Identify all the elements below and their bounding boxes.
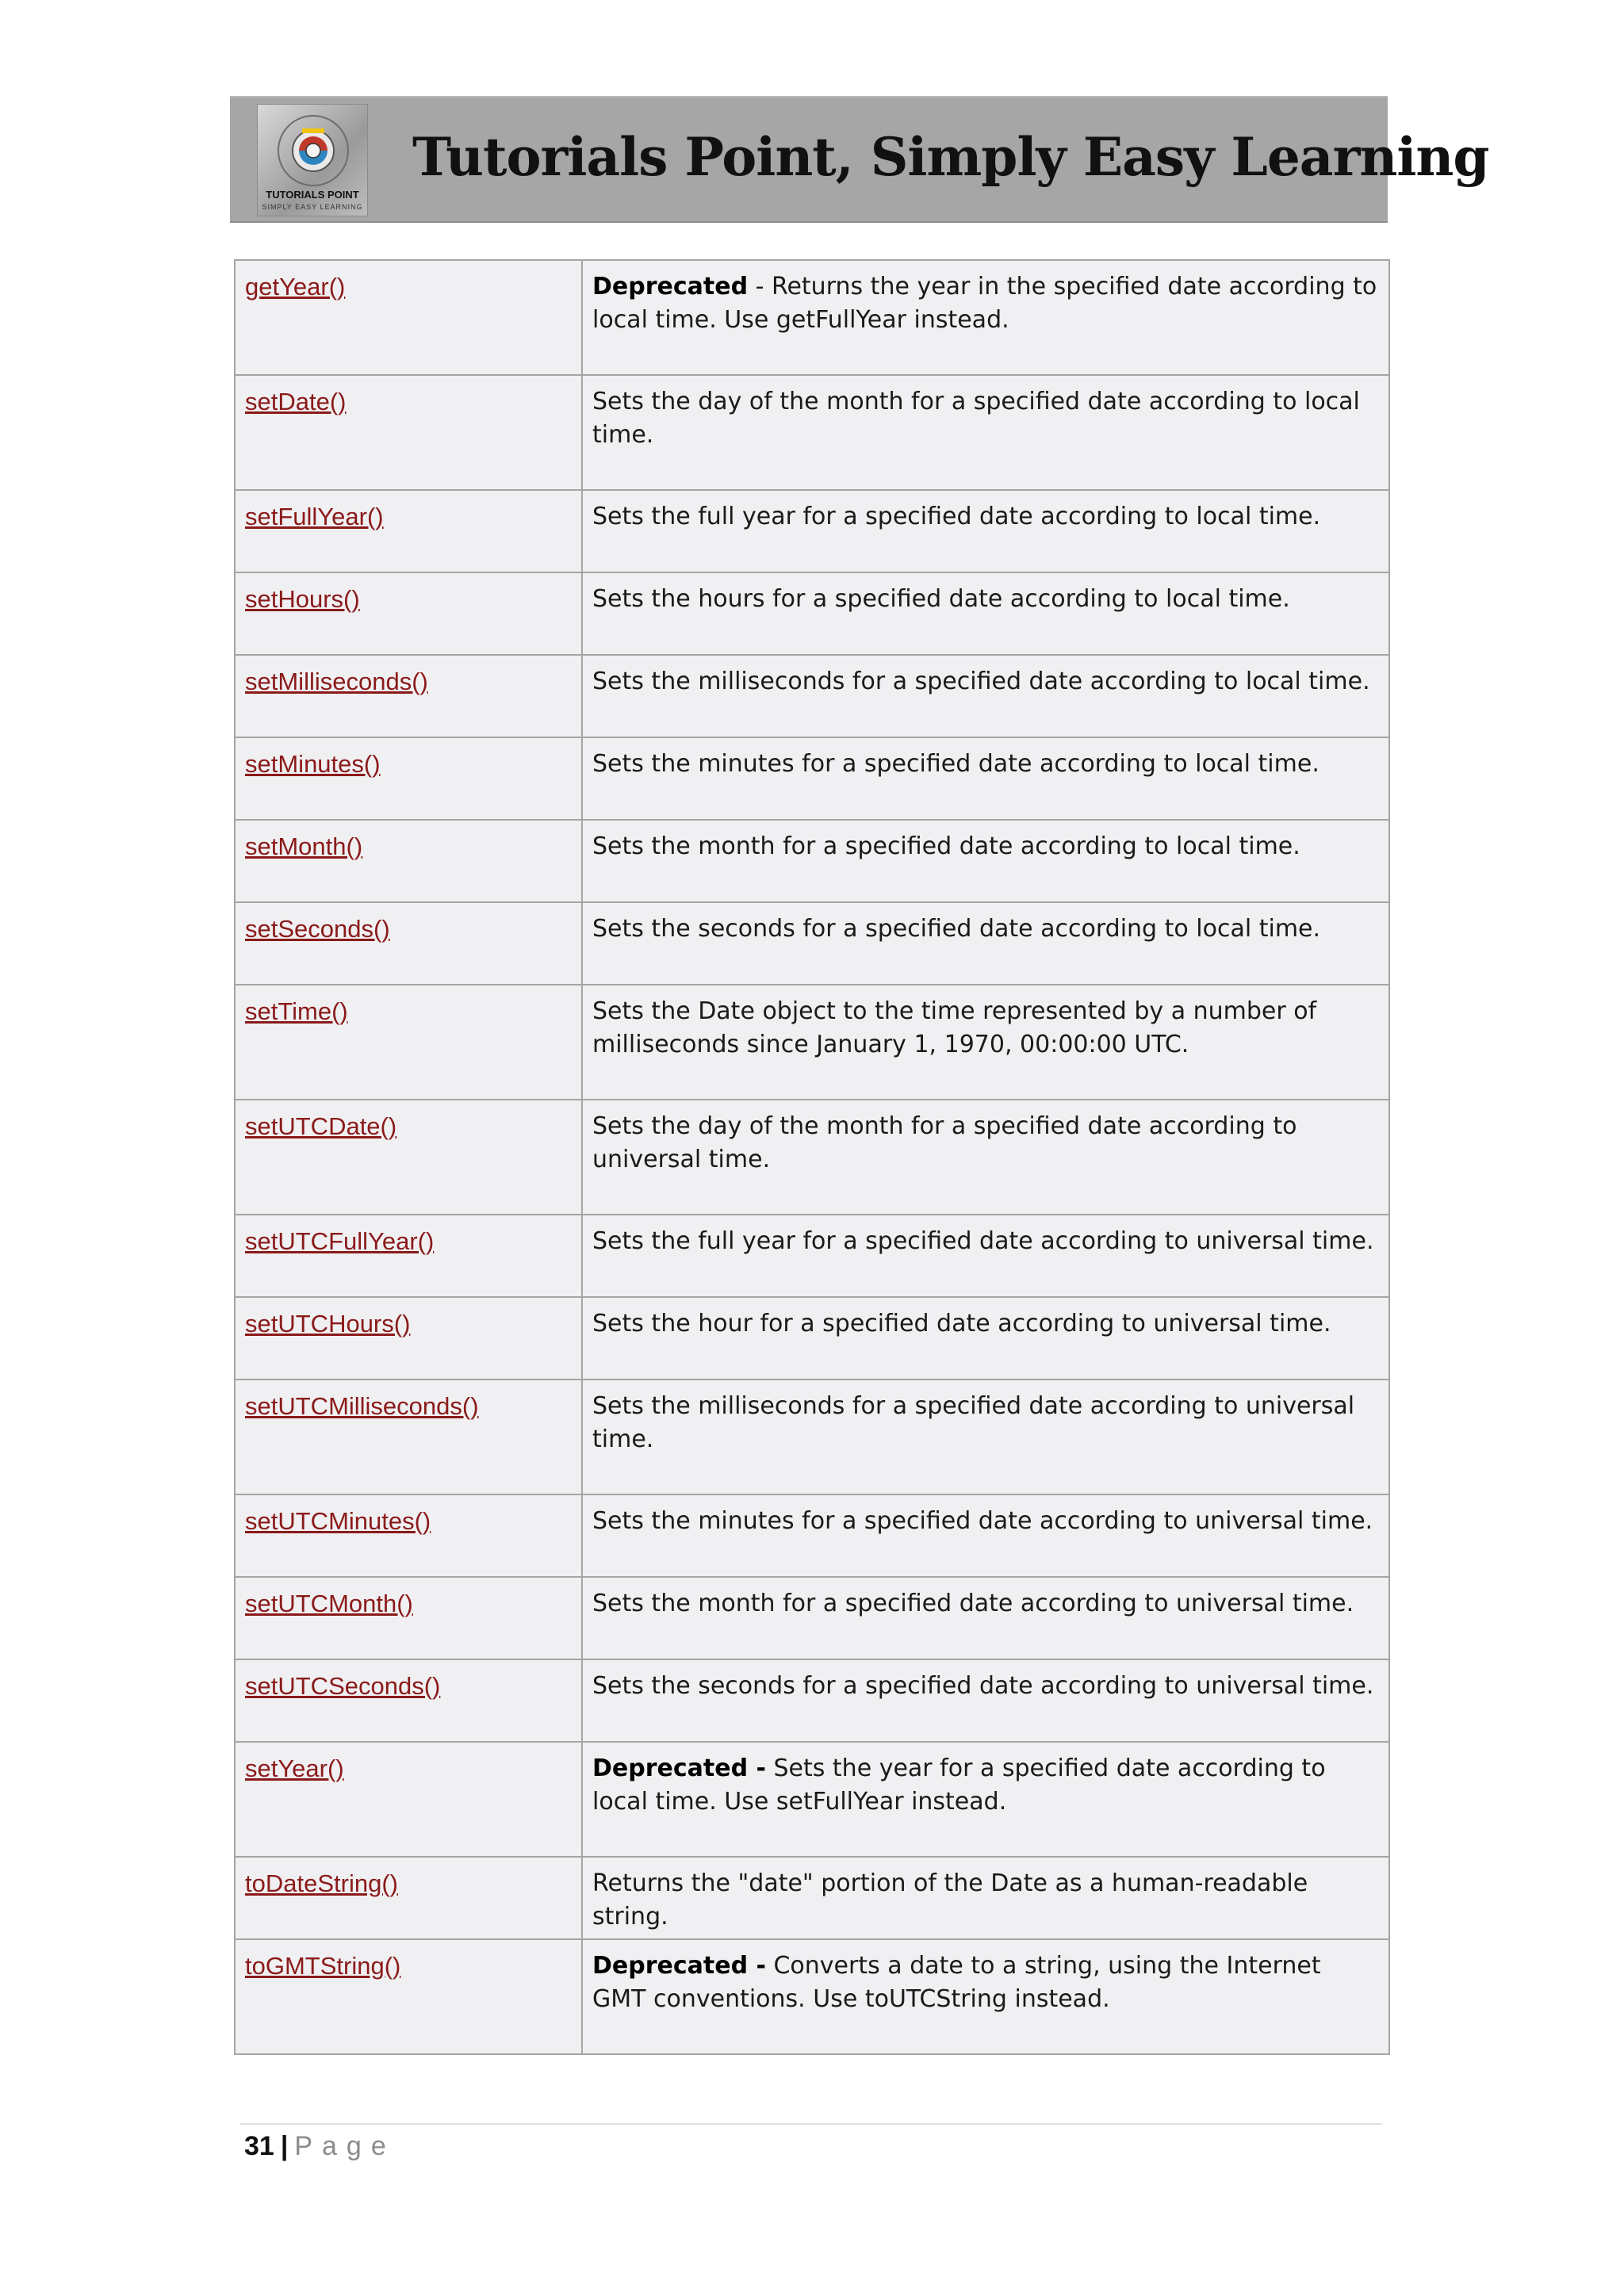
table-row	[235, 1742, 1389, 1857]
description-cell	[582, 1857, 1389, 1939]
description-text: Sets the day of the month for a specified date according to local time.	[592, 388, 1360, 449]
description-cell	[582, 490, 1389, 572]
deprecated-label: Deprecated -	[592, 1755, 766, 1782]
method-cell	[235, 375, 582, 490]
table-row	[235, 1380, 1389, 1494]
deprecated-label: Deprecated	[592, 273, 749, 300]
table-row	[235, 820, 1389, 902]
method-link[interactable]: setYear()	[245, 1755, 344, 1782]
method-cell	[235, 1215, 582, 1297]
method-link[interactable]: setUTCMinutes()	[245, 1507, 431, 1535]
description-cell	[582, 1659, 1389, 1742]
method-link[interactable]: setUTCMonth()	[245, 1590, 413, 1617]
description-cell	[582, 1100, 1389, 1215]
method-link[interactable]: toGMTString()	[245, 1952, 401, 1980]
description-cell	[582, 820, 1389, 902]
method-cell	[235, 655, 582, 737]
description-text: Sets the hours for a specified date according to local time.	[592, 585, 1290, 613]
description-text: Sets the full year for a specified date according to universal time.	[592, 1227, 1374, 1255]
method-link[interactable]: setSeconds()	[245, 915, 390, 943]
description-text: Sets the year for a specified date according to local time. Use setFullYear instead.	[592, 1755, 1326, 1816]
table-row	[235, 572, 1389, 655]
description-text: Converts a date to a string, using the Internet GMT conventions. Use toUTCString instead.	[592, 1952, 1321, 2013]
description-text: Sets the month for a specified date according to local time.	[592, 832, 1300, 860]
page-title: Tutorials Point, Simply Easy Learning	[412, 126, 1489, 188]
description-cell	[582, 1939, 1389, 2054]
method-link[interactable]: setMinutes()	[245, 750, 381, 778]
description-text: Sets the Date object to the time represented by a number of milliseconds since January 1, 1970, 00:00:00 UTC.	[592, 997, 1317, 1058]
method-link[interactable]: setMilliseconds()	[245, 668, 428, 695]
description-cell	[582, 1297, 1389, 1380]
description-text: Sets the minutes for a specified date according to local time.	[592, 750, 1320, 778]
table-row	[235, 375, 1389, 490]
description-cell	[582, 1742, 1389, 1857]
page-label: Page	[294, 2131, 396, 2161]
table-row	[235, 737, 1389, 820]
method-cell	[235, 902, 582, 985]
table-row	[235, 985, 1389, 1100]
description-cell	[582, 902, 1389, 985]
method-link[interactable]: setMonth()	[245, 832, 363, 860]
method-cell	[235, 490, 582, 572]
table-row	[235, 655, 1389, 737]
logo-tagline: SIMPLY EASY LEARNING	[262, 203, 363, 211]
method-cell	[235, 1494, 582, 1577]
method-link[interactable]: setFullYear()	[245, 503, 384, 530]
methods-table	[234, 259, 1390, 2055]
method-cell	[235, 260, 582, 375]
method-cell	[235, 1577, 582, 1659]
method-link[interactable]: setUTCHours()	[245, 1310, 411, 1337]
method-cell	[235, 1857, 582, 1939]
method-link[interactable]: getYear()	[245, 273, 346, 300]
description-text: Sets the hour for a specified date according to universal time.	[592, 1310, 1331, 1337]
method-cell	[235, 1297, 582, 1380]
description-text: Sets the minutes for a specified date according to universal time.	[592, 1507, 1373, 1535]
description-cell	[582, 655, 1389, 737]
description-text: - Returns the year in the specified date according to local time. Use getFullYear instead.	[592, 273, 1377, 334]
description-text: Sets the milliseconds for a specified date according to local time.	[592, 668, 1370, 695]
method-cell	[235, 737, 582, 820]
description-text: Sets the day of the month for a specified date according to universal time.	[592, 1112, 1297, 1173]
table-row	[235, 490, 1389, 572]
method-link[interactable]: setUTCFullYear()	[245, 1227, 435, 1255]
table-row	[235, 1577, 1389, 1659]
method-link[interactable]: setTime()	[245, 997, 348, 1025]
method-link[interactable]: setUTCDate()	[245, 1112, 397, 1140]
method-link[interactable]: toDateString()	[245, 1869, 398, 1897]
method-cell	[235, 1659, 582, 1742]
table-row	[235, 1100, 1389, 1215]
footer-divider	[240, 2123, 1382, 2125]
table-row	[235, 1494, 1389, 1577]
description-text: Sets the milliseconds for a specified date according to universal time.	[592, 1392, 1355, 1453]
methods-table-body	[235, 260, 1389, 2054]
description-cell	[582, 1494, 1389, 1577]
table-row	[235, 1297, 1389, 1380]
method-link[interactable]: setUTCMilliseconds()	[245, 1392, 479, 1420]
description-text: Sets the month for a specified date according to universal time.	[592, 1590, 1354, 1617]
table-row	[235, 902, 1389, 985]
description-text: Returns the "date" portion of the Date as a human-readable string.	[592, 1869, 1308, 1931]
method-cell	[235, 985, 582, 1100]
method-link[interactable]: setHours()	[245, 585, 360, 613]
page-footer	[244, 2131, 396, 2162]
tutorials-point-logo	[257, 104, 368, 216]
description-cell	[582, 1577, 1389, 1659]
method-cell	[235, 572, 582, 655]
description-cell	[582, 985, 1389, 1100]
footer-separator: |	[280, 2131, 289, 2161]
method-link[interactable]: setDate()	[245, 388, 347, 415]
table-row	[235, 1939, 1389, 2054]
method-cell	[235, 1939, 582, 2054]
method-cell	[235, 1100, 582, 1215]
method-cell	[235, 1380, 582, 1494]
description-cell	[582, 1380, 1389, 1494]
deprecated-label: Deprecated -	[592, 1952, 766, 1980]
header-banner	[230, 96, 1489, 223]
description-cell	[582, 572, 1389, 655]
description-cell	[582, 737, 1389, 820]
table-row	[235, 1857, 1389, 1939]
description-text: Sets the seconds for a specified date according to local time.	[592, 915, 1321, 943]
description-cell	[582, 260, 1389, 375]
table-row	[235, 1215, 1389, 1297]
description-text: Sets the seconds for a specified date according to universal time.	[592, 1672, 1374, 1700]
description-text: Sets the full year for a specified date according to local time.	[592, 503, 1321, 530]
logo-name: TUTORIALS POINT	[266, 189, 359, 201]
method-link[interactable]: setUTCSeconds()	[245, 1672, 441, 1700]
method-cell	[235, 1742, 582, 1857]
table-row	[235, 260, 1389, 375]
page-number: 31	[244, 2131, 274, 2161]
description-cell	[582, 1215, 1389, 1297]
method-cell	[235, 820, 582, 902]
description-cell	[582, 375, 1389, 490]
table-row	[235, 1659, 1389, 1742]
